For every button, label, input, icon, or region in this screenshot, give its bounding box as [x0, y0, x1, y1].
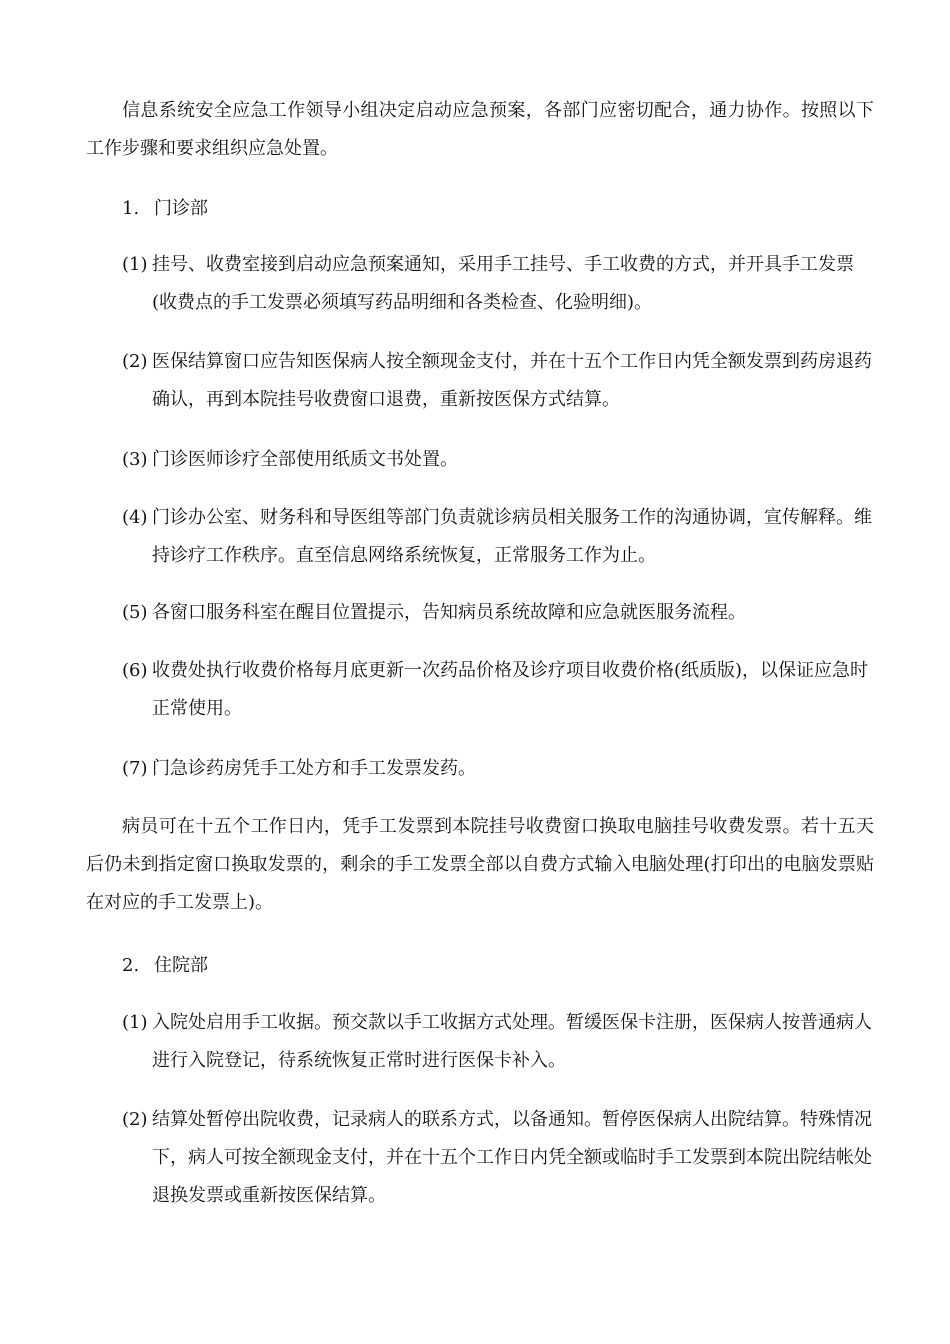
section-1-note: 病员可在十五个工作日内，凭手工发票到本院挂号收费窗口换取电脑挂号收费发票。若十五天后仍未到指定窗口换取发票的，剩余的手工发票全部以自费方式输入电脑处理(打印出的电脑发票贴在对应的手工发票上)。 [86, 816, 874, 913]
item-text: 门诊办公室、财务科和导医组等部门负责就诊病员相关服务工作的沟通协调，宣传解释。维持诊疗工作秩序。直至信息网络系统恢复，正常服务工作为止。 [152, 507, 872, 566]
item-marker: (1) [122, 254, 148, 275]
section-2-number: 2. [122, 955, 140, 976]
item-text: 门急诊药房凭手工处方和手工发票发药。 [152, 758, 476, 779]
intro-paragraph: 信息系统安全应急工作领导小组决定启动应急预案，各部门应密切配合，通力协作。按照以下工作步骤和要求组织应急处置。 [86, 100, 874, 159]
item-marker: (5) [122, 602, 148, 623]
item-marker: (6) [122, 660, 148, 681]
section-1-item-5 [122, 594, 874, 632]
section-2-title: 住院部 [154, 955, 208, 976]
section-2-heading [122, 952, 208, 980]
section-1-title: 门诊部 [154, 198, 208, 219]
item-marker: (7) [122, 758, 148, 779]
item-text: 各窗口服务科室在醒目位置提示，告知病员系统故障和应急就医服务流程。 [152, 602, 746, 623]
item-text: 医保结算窗口应告知医保病人按全额现金支付，并在十五个工作日内凭全额发票到药房退药确认，再到本院挂号收费窗口退费，重新按医保方式结算。 [152, 351, 872, 410]
item-text: 挂号、收费室接到启动应急预案通知，采用手工挂号、手工收费的方式，并开具手工发票(收费点的手工发票必须填写药品明细和各类检查、化验明细)。 [152, 254, 854, 313]
item-marker: (4) [122, 507, 148, 528]
section-1-item-1 [122, 246, 874, 322]
section-1-item-2 [122, 343, 874, 419]
item-marker: (3) [122, 449, 148, 470]
item-text: 入院处启用手工收据。预交款以手工收据方式处理。暂缓医保卡注册，医保病人按普通病人进行入院登记，待系统恢复正常时进行医保卡补入。 [152, 1012, 872, 1071]
section-1-item-4 [122, 499, 874, 575]
section-1-number: 1. [122, 198, 140, 219]
item-text: 收费处执行收费价格每月底更新一次药品价格及诊疗项目收费价格(纸质版)，以保证应急时正常使用。 [152, 660, 869, 719]
item-marker: (2) [122, 1109, 148, 1130]
section-2-item-1 [122, 1004, 874, 1080]
section-1-item-6 [122, 652, 874, 728]
section-1-item-3 [122, 441, 874, 479]
section-2-item-2 [122, 1101, 874, 1215]
item-text: 门诊医师诊疗全部使用纸质文书处置。 [152, 449, 458, 470]
item-marker: (1) [122, 1012, 148, 1033]
item-text: 结算处暂停出院收费，记录病人的联系方式，以备通知。暂停医保病人出院结算。特殊情况下，病人可按全额现金支付，并在十五个工作日内凭全额或临时手工发票到本院出院结帐处退换发票或重新按医保结算。 [152, 1109, 872, 1206]
item-marker: (2) [122, 351, 148, 372]
section-1-heading [122, 195, 208, 223]
section-1-item-7 [122, 750, 874, 788]
